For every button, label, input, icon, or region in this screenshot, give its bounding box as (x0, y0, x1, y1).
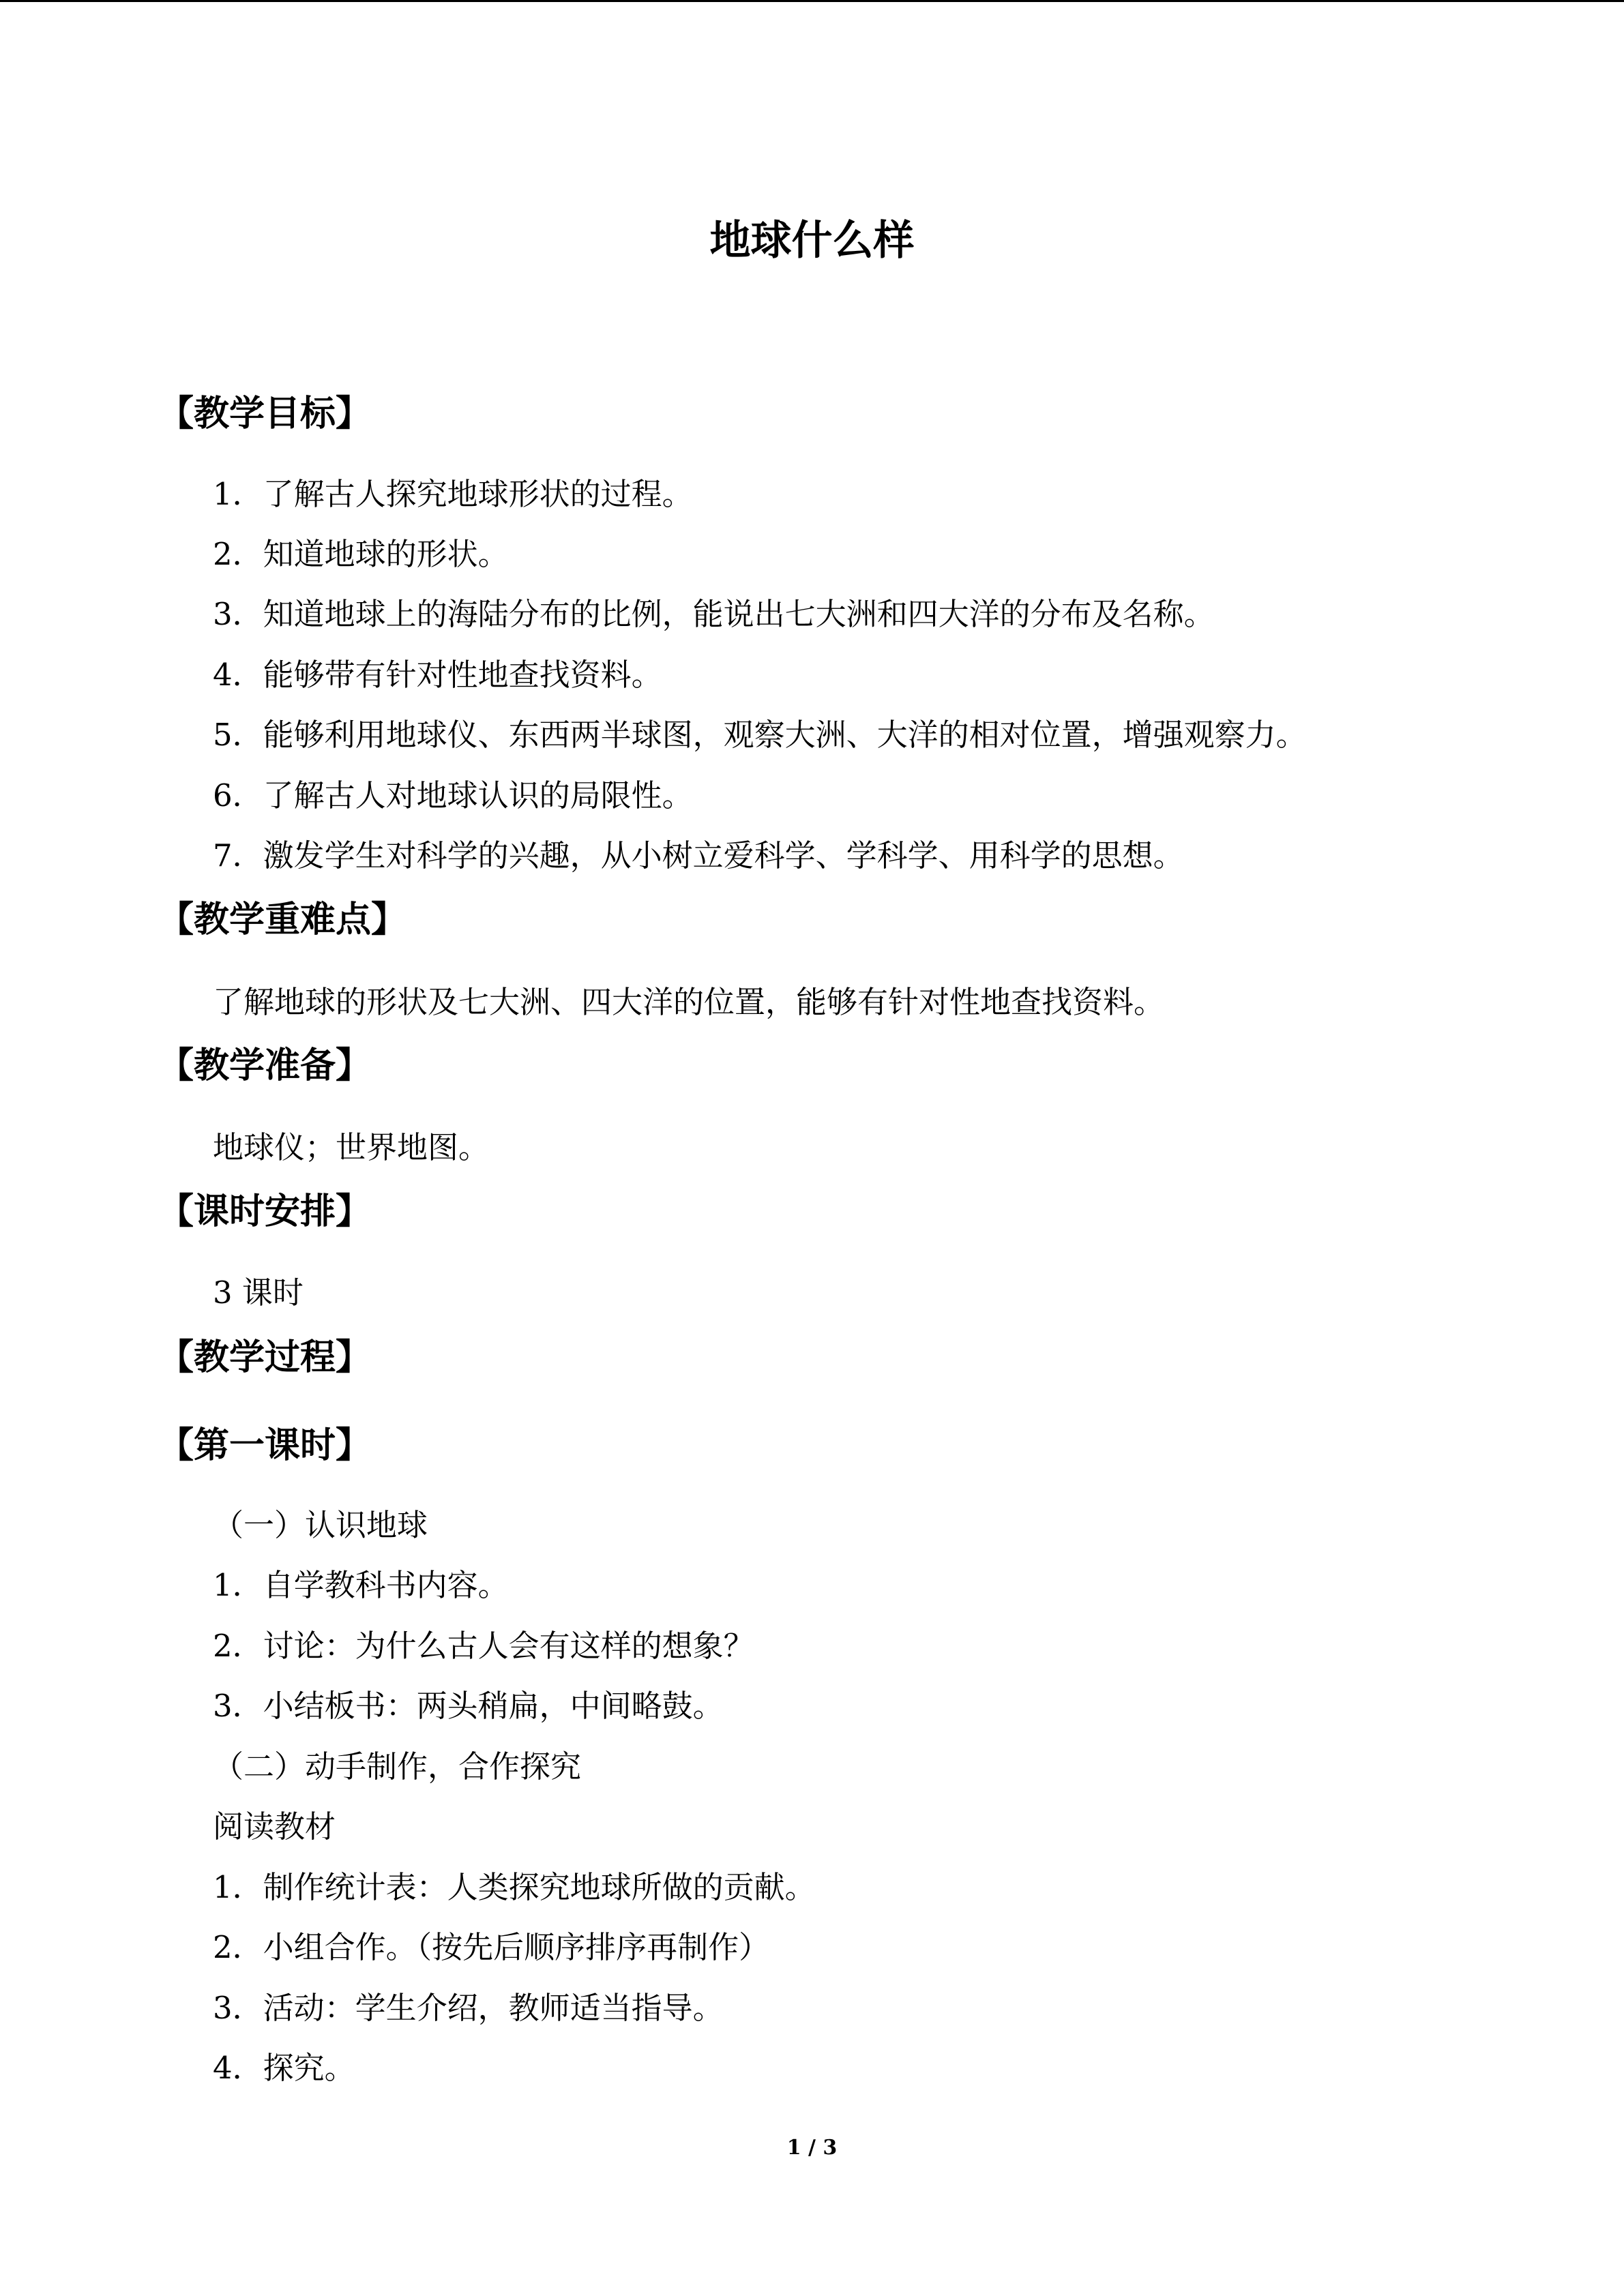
objective-item-2: 2．知道地球的形状。 (213, 536, 509, 572)
lesson1-line-9: 3．活动：学生介绍，教师适当指导。 (213, 1990, 724, 2026)
heading-objectives: 【教学目标】 (158, 393, 372, 434)
lesson1-line-7: 1．制作统计表：人类探究地球所做的贡献。 (213, 1869, 816, 1905)
heading-process: 【教学过程】 (158, 1337, 372, 1378)
key-points-text: 了解地球的形状及七大洲、四大洋的位置，能够有针对性地查找资料。 (213, 984, 1165, 1020)
objective-item-5: 5．能够利用地球仪、东西两半球图，观察大洲、大洋的相对位置，增强观察力。 (213, 717, 1307, 753)
lesson1-line-4: 3．小结板书：两头稍扁，中间略鼓。 (213, 1688, 724, 1724)
heading-schedule: 【课时安排】 (158, 1191, 372, 1232)
page-number: 1 / 3 (786, 2136, 838, 2160)
schedule-text: 3 课时 (213, 1274, 304, 1311)
lesson1-line-6: 阅读教材 (213, 1808, 336, 1845)
preparation-text: 地球仪；世界地图。 (213, 1129, 490, 1165)
objective-item-4: 4．能够带有针对性地查找资料。 (213, 657, 662, 693)
lesson1-line-1: （一）认识地球 (213, 1507, 428, 1543)
heading-lesson-1: 【第一课时】 (158, 1425, 372, 1466)
lesson1-line-8: 2．小组合作。（按先后顺序排序再制作） (213, 1929, 770, 1965)
objective-item-7: 7．激发学生对科学的兴趣，从小树立爱科学、学科学、用科学的思想。 (213, 837, 1184, 874)
lesson1-line-3: 2．讨论：为什么古人会有这样的想象？ (213, 1628, 754, 1664)
top-border-rule (0, 0, 1624, 2)
heading-preparation: 【教学准备】 (158, 1045, 372, 1086)
lesson1-line-10: 4．探究。 (213, 2050, 355, 2086)
lesson1-line-2: 1．自学教科书内容。 (213, 1567, 509, 1603)
lesson1-line-5: （二）动手制作，合作探究 (213, 1748, 582, 1785)
objective-item-3: 3．知道地球上的海陆分布的比例，能说出七大洲和四大洋的分布及名称。 (213, 596, 1215, 632)
heading-key-points: 【教学重难点】 (158, 899, 407, 940)
objective-item-1: 1．了解古人探究地球形状的过程。 (213, 476, 693, 512)
objective-item-6: 6．了解古人对地球认识的局限性。 (213, 777, 693, 814)
page-title: 地球什么样 (709, 217, 915, 265)
